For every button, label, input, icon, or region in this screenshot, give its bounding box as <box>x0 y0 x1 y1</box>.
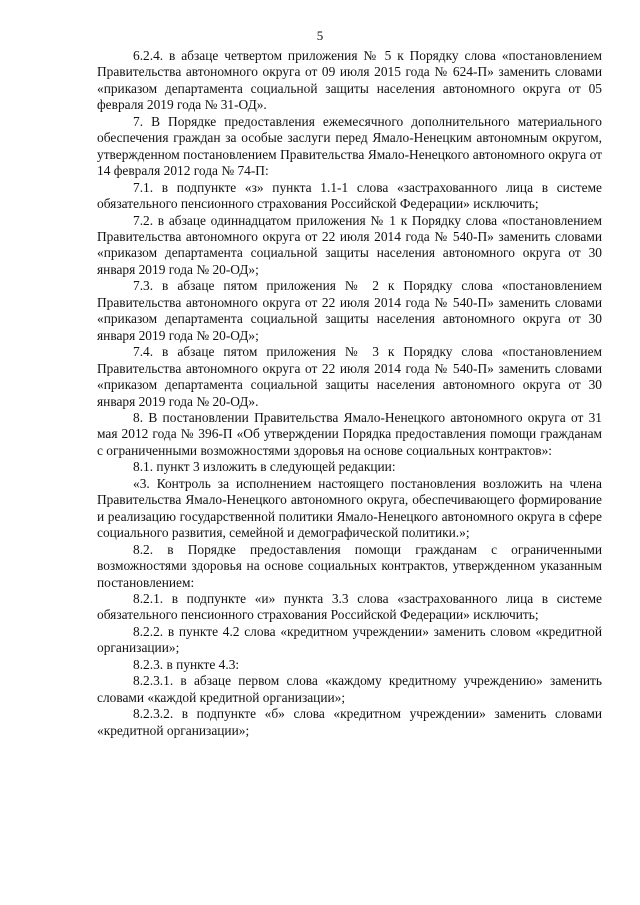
paragraph-7-4: 7.4. в абзаце пятом приложения № 3 к Порядку слова «постановлением Правительства автономного округа от 22 июля 2014 года № 540-П» заменить словами «приказом департамента социальной защиты населения автономного округа от 30 января 2019 года № 20-ОД». <box>97 344 602 409</box>
paragraph-8-1-text: «3. Контроль за исполнением настоящего постановления возложить на члена Правительства Ямало-Ненецкого автономного округа, обеспечивающего формирование и реализацию государственной политики Ямало-Ненецкого автономного округа в сфере социального развития, семейной и демографической политики.»; <box>97 475 602 541</box>
paragraph-7-1: 7.1. в подпункте «з» пункта 1.1-1 слова «застрахованного лица в системе обязательного пенсионного страхования Российской Федерации» исключить; <box>97 179 602 212</box>
paragraph-8-2: 8.2. в Порядке предоставления помощи гражданам с ограниченными возможностями здоровья на основе социальных контрактов, утвержденном указанным постановлением: <box>97 541 602 590</box>
page-number: 5 <box>316 28 324 43</box>
paragraph-7-3: 7.3. в абзаце пятом приложения № 2 к Порядку слова «постановлением Правительства автономного округа от 22 июля 2014 года № 540-П» заменить словами «приказом департамента социальной защиты населения автономного округа от 30 января 2019 года № 20-ОД»; <box>97 278 602 343</box>
paragraph-8-2-1: 8.2.1. в подпункте «и» пункта 3.3 слова «застрахованного лица в системе обязательного пенсионного страхования Российской Федерации» исключить; <box>97 590 602 623</box>
paragraph-8-1: 8.1. пункт 3 изложить в следующей редакции: <box>133 459 396 475</box>
paragraph-7: 7. В Порядке предоставления ежемесячного дополнительного материального обеспечения граждан за особые заслуги перед Ямало-Ненецким автономным округом, утвержденном постановлением Правительства Ямало-Ненецкого автономного округа от 14 февраля 2012 года № 74-П: <box>97 113 602 179</box>
document-body <box>97 48 602 739</box>
paragraph-8-2-2: 8.2.2. в пункте 4.2 слова «кредитном учреждении» заменить словом «кредитной организации»; <box>97 623 602 656</box>
paragraph-7-2: 7.2. в абзаце одиннадцатом приложения № 1 к Порядку слова «постановлением Правительства автономного округа от 22 июля 2014 года № 540-П» заменить словами «приказом департамента социальной защиты населения автономного округа от 30 января 2019 года № 20-ОД»; <box>97 212 602 277</box>
paragraph-8-2-3: 8.2.3. в пункте 4.3: <box>133 656 240 672</box>
paragraph-6-2-4: 6.2.4. в абзаце четвертом приложения № 5 к Порядку слова «постановлением Правительства автономного округа от 09 июля 2015 года № 624-П» заменить словами «приказом департамента социальной защиты населения автономного округа от 05 февраля 2019 года № 31-ОД». <box>97 48 602 113</box>
paragraph-8: 8. В постановлении Правительства Ямало-Ненецкого автономного округа от 31 мая 2012 года № 396-П «Об утверждении Порядка предоставления помощи гражданам с ограниченными возможностями здоровья на основе социальных контрактов»: <box>97 409 602 458</box>
paragraph-8-2-3-2: 8.2.3.2. в подпункте «б» слова «кредитном учреждении» заменить словами «кредитной организации»; <box>97 706 602 738</box>
paragraph-8-2-3-1: 8.2.3.1. в абзаце первом слова «каждому кредитному учреждению» заменить словами «каждой кредитной организации»; <box>97 673 602 705</box>
